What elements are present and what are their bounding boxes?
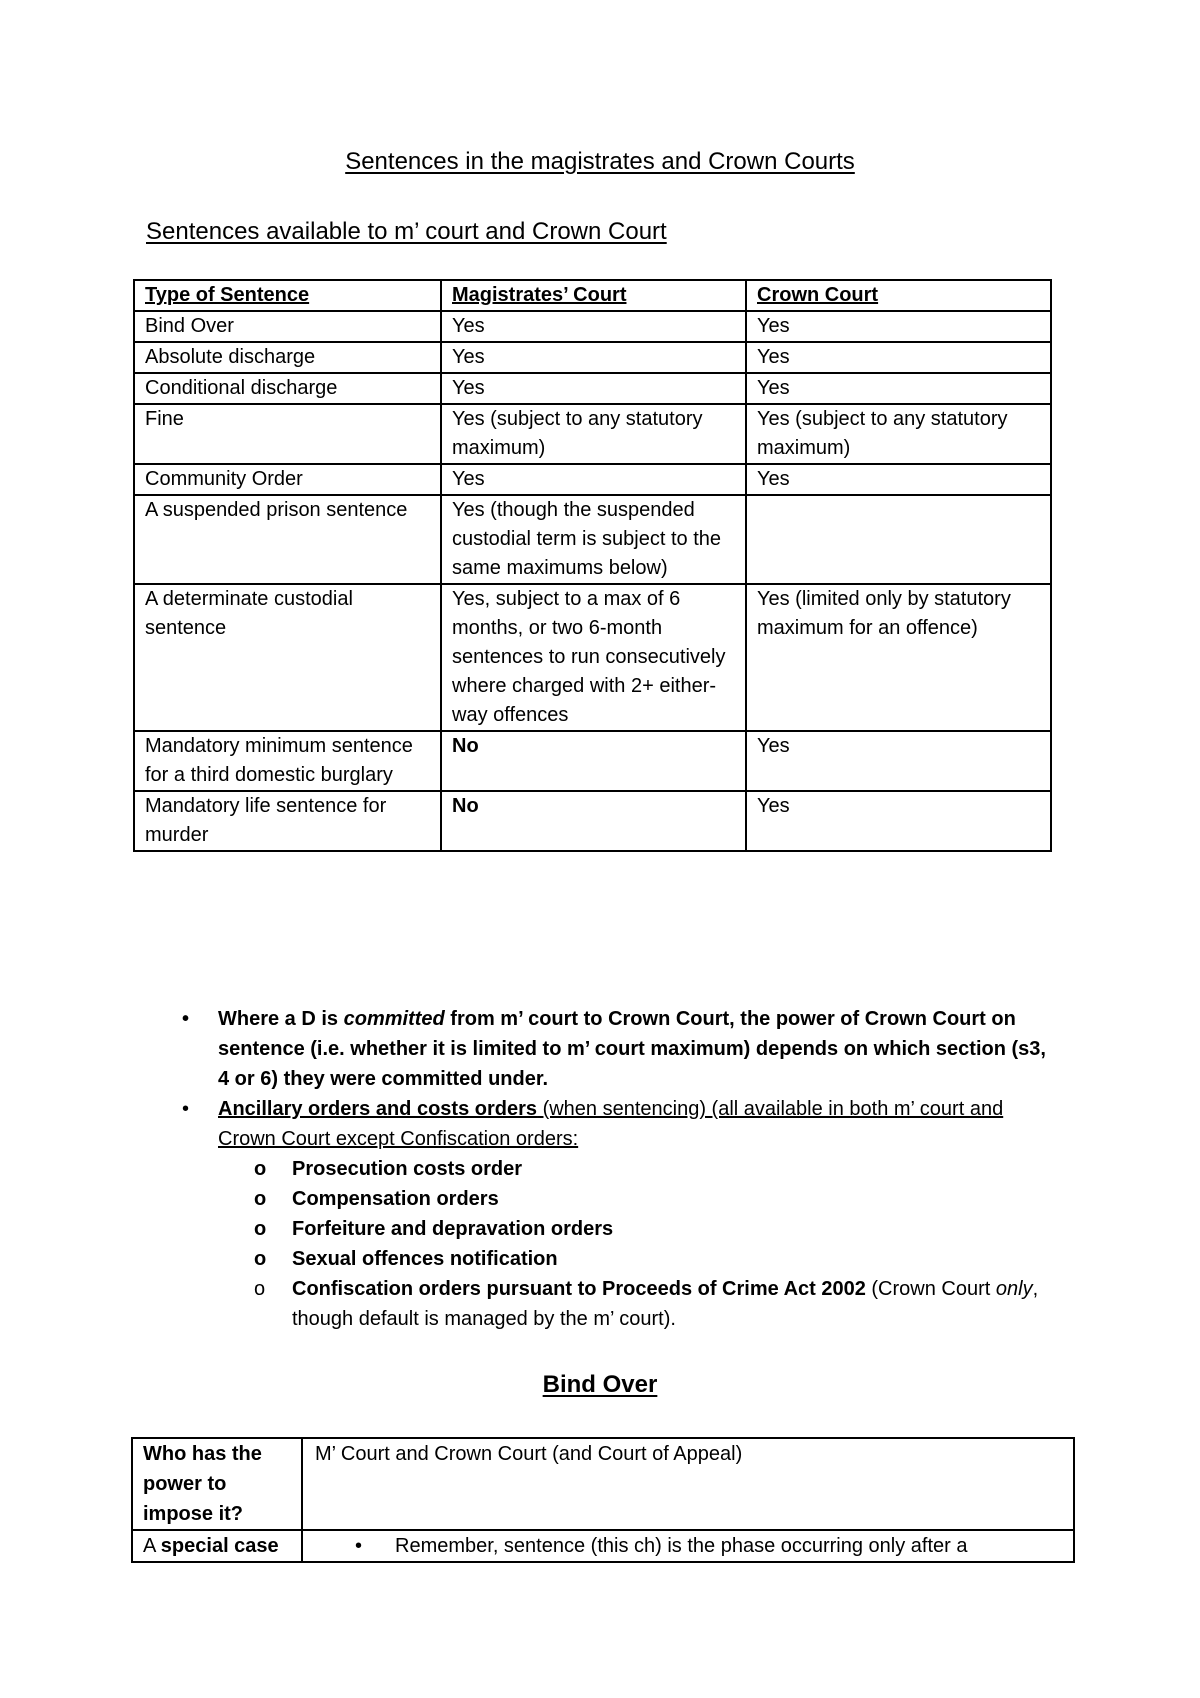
confiscation-emphasis: only: [995, 1278, 1033, 1300]
bullet-icon: •: [355, 1535, 363, 1557]
header-magistrates: Magistrates’ Court: [441, 280, 746, 311]
confiscation-heading: Confiscation orders pursuant to Proceeds of Crime Act 2002: [292, 1278, 866, 1300]
row-label: Who has the power to impose it?: [132, 1438, 302, 1530]
type-cell: Mandatory life sentence for murder: [134, 791, 441, 851]
sublist-item-text: Compensation orders: [292, 1188, 499, 1210]
list-item: [254, 1274, 1048, 1334]
table-row: [134, 791, 1051, 851]
row-value: [302, 1530, 1074, 1562]
table-row: [132, 1438, 1074, 1530]
crown-cell: Yes: [746, 791, 1051, 851]
row-value: M’ Court and Crown Court (and Court of Appeal): [302, 1438, 1074, 1530]
list-item: [254, 1244, 1048, 1274]
list-item: [254, 1214, 1048, 1244]
header-type: Type of Sentence: [134, 280, 441, 311]
confiscation-text-post: , though default is managed by the m’ court).: [292, 1278, 1039, 1330]
table-row: [134, 311, 1051, 342]
magistrates-cell: Yes (though the suspended custodial term is subject to the same maximums below): [441, 495, 746, 584]
circle-bullet-icon: o: [254, 1278, 266, 1300]
table-row: [134, 342, 1051, 373]
magistrates-cell: No: [441, 731, 746, 791]
crown-cell: Yes: [746, 311, 1051, 342]
header-crown: Crown Court: [746, 280, 1051, 311]
type-cell: Community Order: [134, 464, 441, 495]
magistrates-cell: Yes: [441, 373, 746, 404]
ancillary-text: (when sentencing) (all available in both m’ court and Crown Court except Confiscation orders:: [218, 1098, 1004, 1150]
table-row: [132, 1530, 1074, 1562]
table-row: [134, 584, 1051, 731]
ancillary-sublist: [218, 1154, 1048, 1334]
bullet-icon: •: [182, 1098, 190, 1120]
bind-over-table: [131, 1437, 1075, 1563]
committed-emphasis: committed: [343, 1008, 445, 1030]
magistrates-cell: Yes: [441, 464, 746, 495]
crown-cell: Yes: [746, 464, 1051, 495]
circle-bullet-icon: o: [254, 1158, 267, 1180]
crown-cell: Yes (limited only by statutory maximum for an offence): [746, 584, 1051, 731]
table-row: [134, 464, 1051, 495]
sublist-item-text: Sexual offences notification: [292, 1248, 558, 1270]
table-row: [134, 495, 1051, 584]
sentences-table: [133, 279, 1052, 852]
type-cell: Absolute discharge: [134, 342, 441, 373]
notes-list: [182, 1004, 1048, 1334]
ancillary-heading: Ancillary orders and costs orders: [218, 1098, 538, 1120]
row-value-text: Remember, sentence (this ch) is the phase occurring only after a: [395, 1535, 968, 1557]
magistrates-cell: No: [441, 791, 746, 851]
list-item: [254, 1154, 1048, 1184]
magistrates-cell: Yes: [441, 342, 746, 373]
crown-cell: Yes (subject to any statutory maximum): [746, 404, 1051, 464]
sublist-item-text: Prosecution costs order: [292, 1158, 523, 1180]
type-cell: A suspended prison sentence: [134, 495, 441, 584]
committed-text-post: from m’ court to Crown Court, the power of Crown Court on sentence (i.e. whether it is limited to m’ court maximum) depends on which section (s3, 4 or 6) they were committed under.: [218, 1008, 1046, 1090]
crown-cell: Yes: [746, 373, 1051, 404]
sublist-item-text: Forfeiture and depravation orders: [292, 1218, 614, 1240]
table-header-row: [134, 280, 1051, 311]
circle-bullet-icon: o: [254, 1248, 267, 1270]
row-label-bold: special case: [160, 1535, 279, 1557]
confiscation-text-pre: (Crown Court: [865, 1278, 996, 1300]
table-row: [134, 404, 1051, 464]
circle-bullet-icon: o: [254, 1188, 267, 1210]
type-cell: Conditional discharge: [134, 373, 441, 404]
list-item: [182, 1094, 1048, 1154]
bullet-icon: •: [182, 1008, 190, 1030]
crown-cell: Yes: [746, 342, 1051, 373]
crown-cell: [746, 495, 1051, 584]
list-item: [254, 1184, 1048, 1214]
magistrates-cell: Yes (subject to any statutory maximum): [441, 404, 746, 464]
type-cell: Fine: [134, 404, 441, 464]
page-title: Sentences in the magistrates and Crown Courts: [345, 148, 855, 175]
circle-bullet-icon: o: [254, 1218, 267, 1240]
magistrates-cell: Yes: [441, 311, 746, 342]
type-cell: Bind Over: [134, 311, 441, 342]
committed-text-pre: Where a D is: [218, 1008, 344, 1030]
type-cell: Mandatory minimum sentence for a third domestic burglary: [134, 731, 441, 791]
row-label: [132, 1530, 302, 1562]
table-row: [134, 373, 1051, 404]
table-row: [134, 731, 1051, 791]
crown-cell: Yes: [746, 731, 1051, 791]
magistrates-cell: Yes, subject to a max of 6 months, or two 6-month sentences to run consecutively where charged with 2+ either-way offences: [441, 584, 746, 731]
row-label-prefix: A: [143, 1535, 161, 1557]
section-subtitle: Sentences available to m’ court and Crown Court: [146, 218, 667, 245]
bind-over-heading: Bind Over: [542, 1371, 658, 1398]
list-item: [182, 1004, 1048, 1094]
type-cell: A determinate custodial sentence: [134, 584, 441, 731]
